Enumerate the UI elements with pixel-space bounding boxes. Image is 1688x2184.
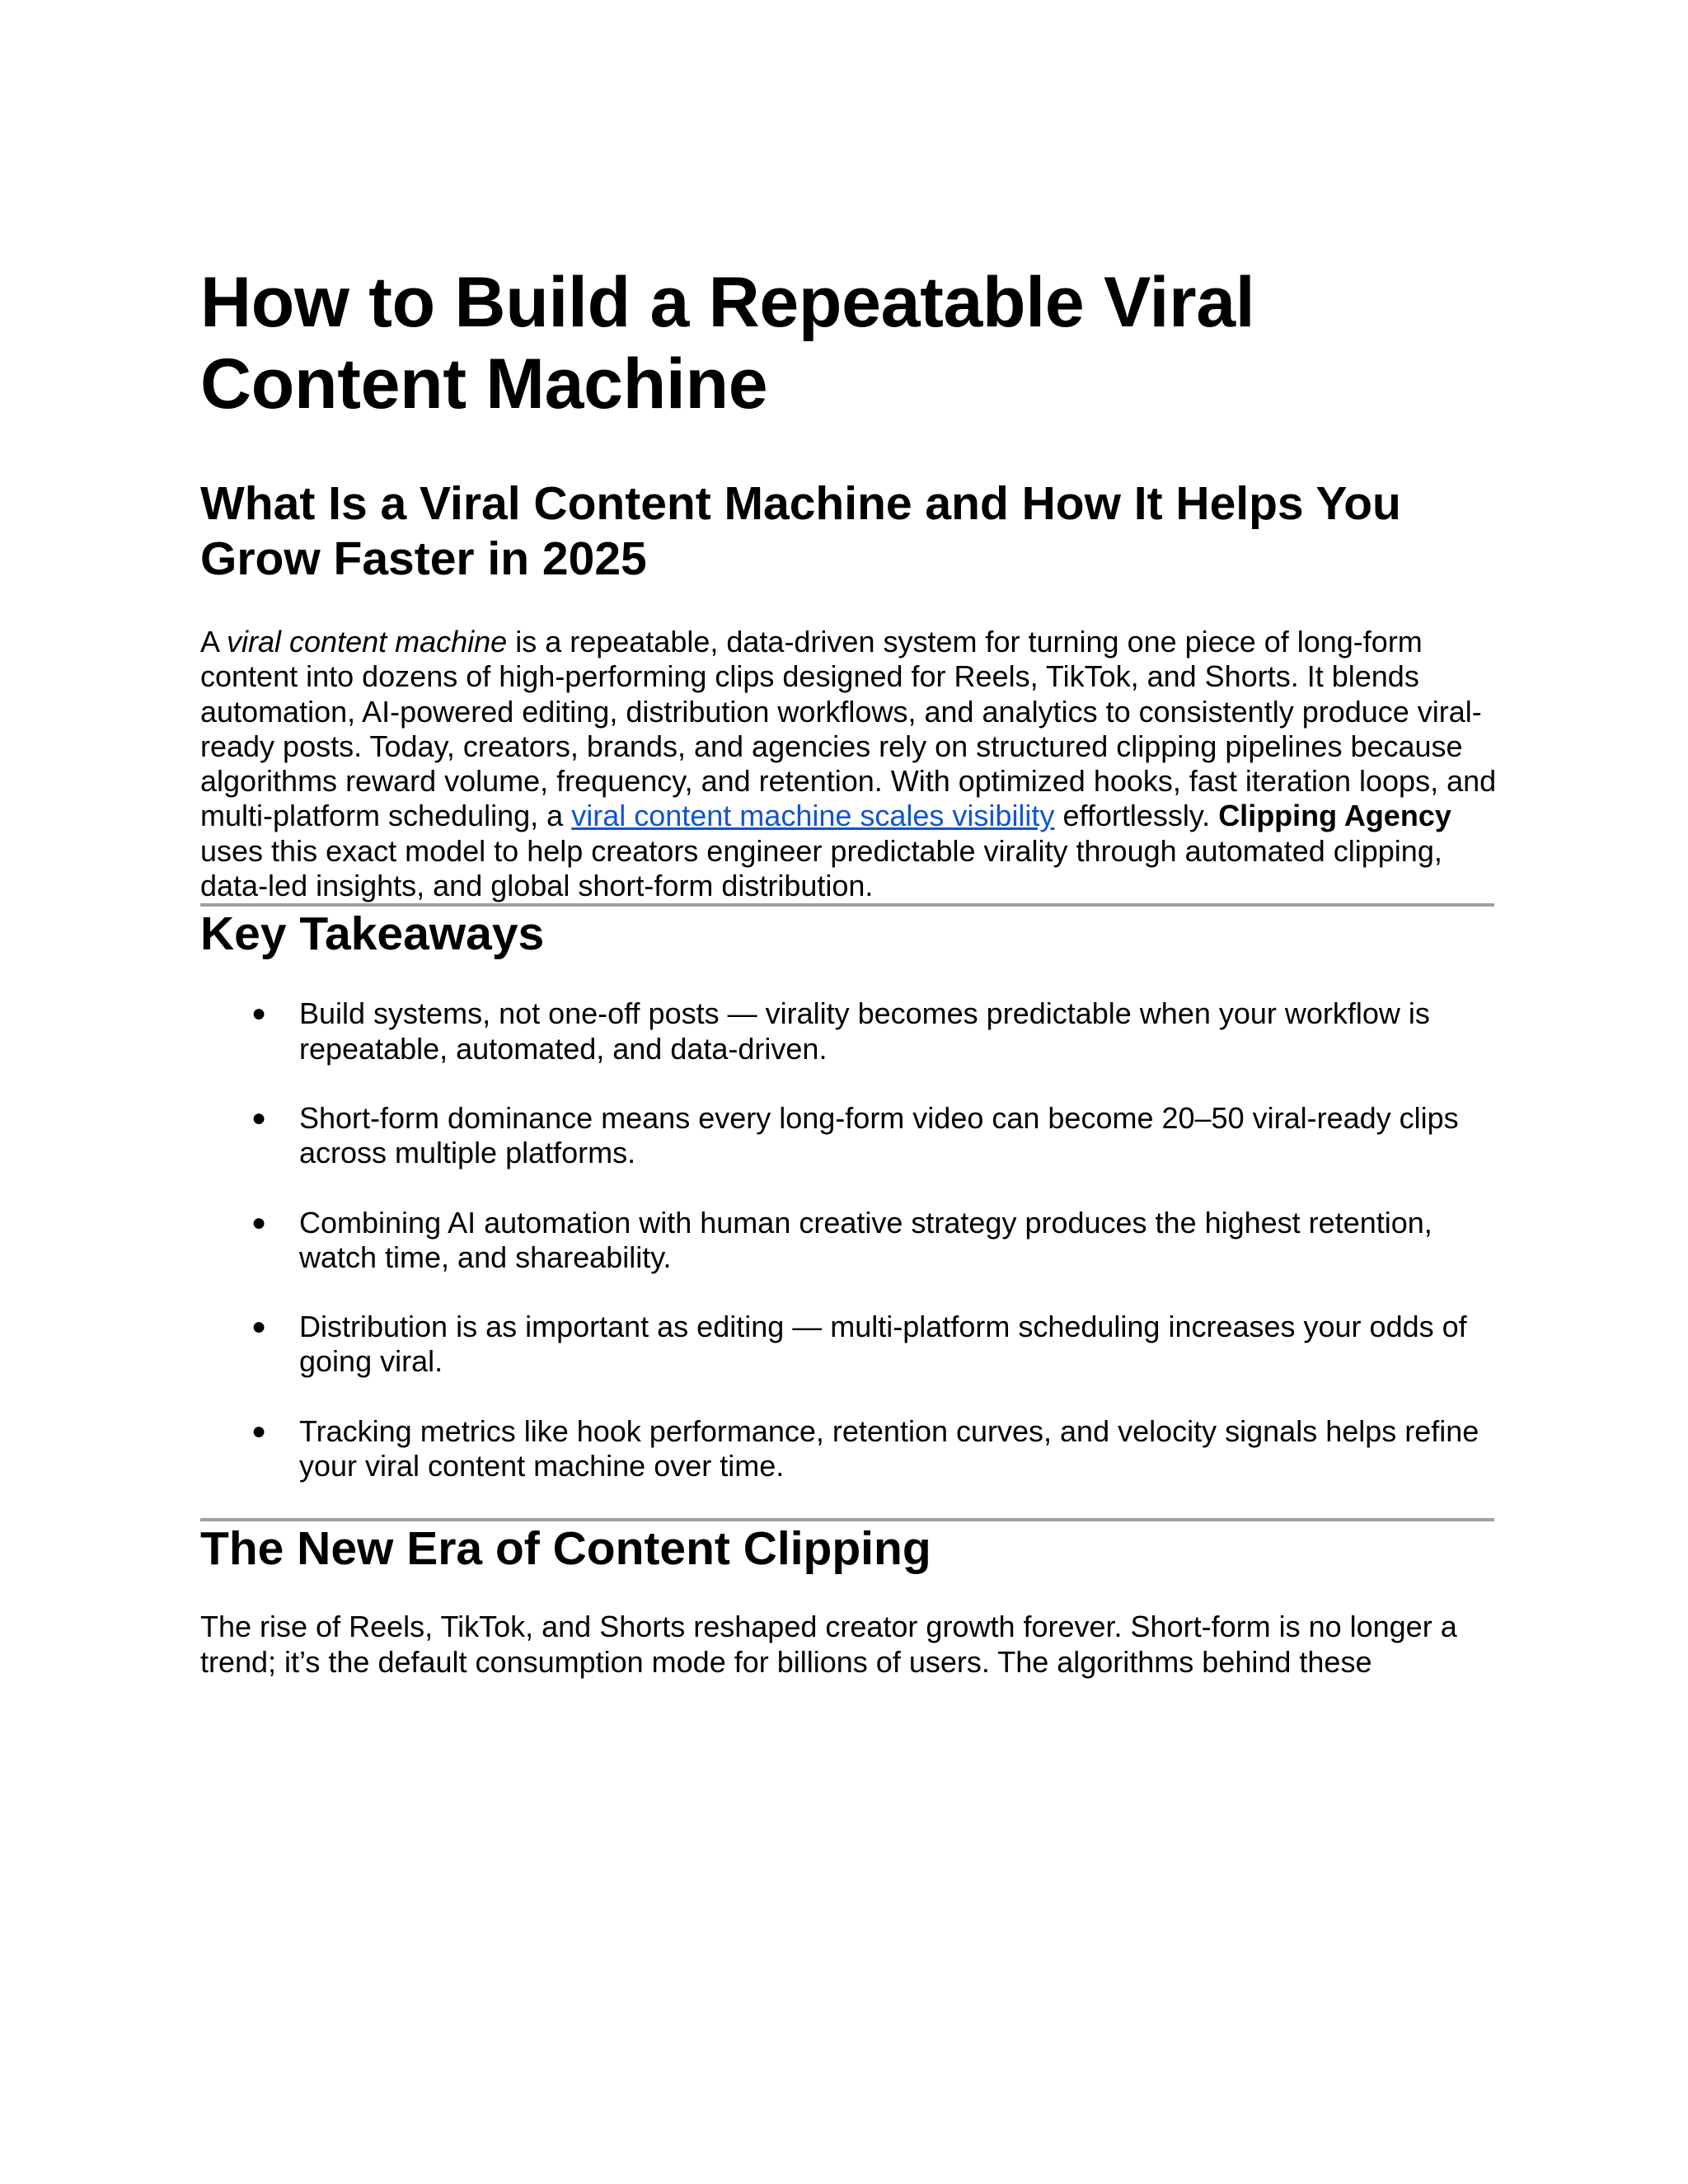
intro-lead: A bbox=[200, 625, 227, 658]
list-item-text: Distribution is as important as editing — multi-platform scheduling increases your odds of going viral. bbox=[299, 1310, 1467, 1379]
document-title: How to Build a Repeatable Viral Content Machine bbox=[200, 263, 1255, 424]
intro-italic-term: viral content machine bbox=[227, 625, 508, 658]
bullet-icon: ● bbox=[251, 1000, 267, 1028]
list-item bbox=[200, 1414, 1494, 1484]
document-content bbox=[200, 262, 1497, 1680]
bullet-icon: ● bbox=[251, 1104, 267, 1132]
list-item bbox=[200, 1101, 1494, 1171]
bullet-icon: ● bbox=[251, 1208, 267, 1236]
key-takeaways-heading: Key Takeaways bbox=[200, 907, 545, 961]
bullet-icon: ● bbox=[251, 1313, 267, 1341]
intro-bold-term: Clipping Agency bbox=[1218, 799, 1451, 833]
intro-part-2: effortlessly. bbox=[1054, 799, 1219, 833]
list-item bbox=[200, 1310, 1494, 1380]
key-takeaways-list bbox=[200, 996, 1494, 1483]
list-item bbox=[200, 996, 1494, 1066]
intro-paragraph bbox=[200, 625, 1503, 903]
intro-part-3: uses this exact model to help creators engineer predictable virality through automated clipping, data-led insights, and global short-form distribution. bbox=[200, 833, 1442, 903]
list-item-text: Short-form dominance means every long-form video can become 20–50 viral-ready clips across multiple platforms. bbox=[299, 1100, 1459, 1170]
intro-part-1: is a repeatable, data-driven system for turning one piece of long-form content into dozens of high-performing clips designed for Reels, TikTok, and Shorts. It blends automation, AI-powered editing, distribution workflows, and analytics to consistently produce viral-ready posts. Today, creators, brands, and agencies rely on structured clipping pipelines because algorithms reward volume, frequency, and retention. With optimized hooks, fast iteration loops, and multi-platform scheduling, a bbox=[200, 625, 1497, 833]
new-era-heading: The New Era of Content Clipping bbox=[200, 1522, 931, 1576]
list-item bbox=[200, 1206, 1494, 1276]
document-subtitle: What Is a Viral Content Machine and How It Helps You Grow Faster in 2025 bbox=[200, 477, 1401, 585]
list-item-text: Tracking metrics like hook performance, retention curves, and velocity signals helps refine your viral content machine over time. bbox=[299, 1413, 1479, 1483]
list-item-text: Combining AI automation with human creative strategy produces the highest retention, watch time, and shareability. bbox=[299, 1205, 1432, 1274]
new-era-paragraph: The rise of Reels, TikTok, and Shorts reshaped creator growth forever. Short-form is no longer a trend; it’s the default consumption mode for billions of users. The algorithms behind these bbox=[200, 1610, 1457, 1679]
viral-machine-link[interactable]: viral content machine scales visibility bbox=[571, 799, 1055, 833]
bullet-icon: ● bbox=[251, 1417, 267, 1445]
list-item-text: Build systems, not one-off posts — virality becomes predictable when your workflow is repeatable, automated, and data-driven. bbox=[299, 996, 1430, 1066]
